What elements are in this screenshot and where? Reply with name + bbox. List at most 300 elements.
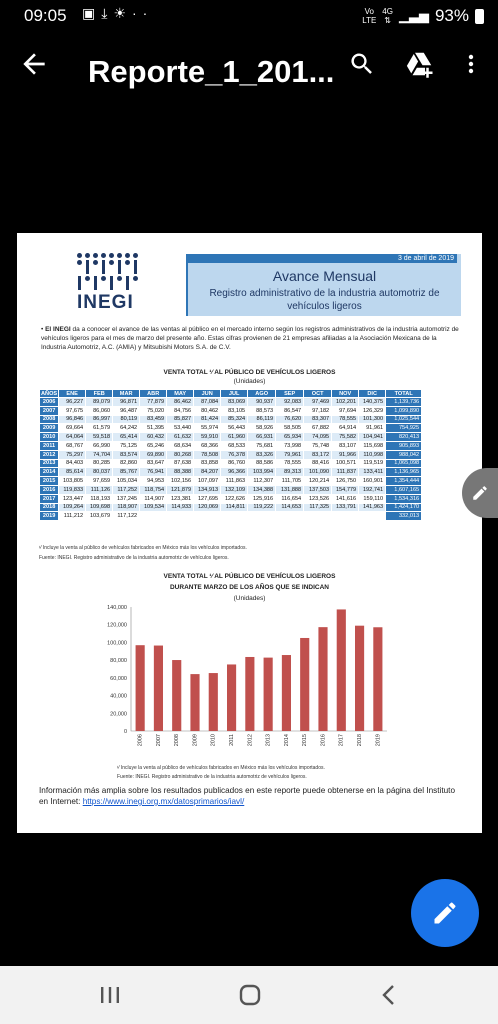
table-cell: 68,533 [221,441,248,450]
table-cell: 97,182 [304,406,332,415]
recent-apps-icon [99,985,121,1005]
table-cell: 87,084 [194,398,221,407]
table-cell: 78,555 [276,459,304,468]
table-cell: 2013 [40,459,59,468]
status-bar [0,0,498,32]
chart-bar [209,673,218,731]
report-date: 3 de abril de 2019 [186,254,457,263]
back-chevron-icon [378,983,400,1007]
table-cell: 77,879 [140,398,167,407]
x-tick-label: 2019 [375,734,382,747]
table-cell: 97,659 [86,477,113,486]
app-toolbar [0,34,498,114]
table-cell: 114,653 [276,503,304,512]
table-header-cell: ABR [140,390,167,398]
table-cell: 1,136,965 [386,468,422,477]
table-cell: 126,329 [359,406,386,415]
drive-add-icon [405,49,435,79]
x-tick-label: 2013 [265,734,272,747]
more-dots-icon: ·· [132,5,154,21]
table-cell: 1,607,165 [386,485,422,494]
table-cell: 74,095 [304,433,332,442]
table-cell: 73,998 [276,441,304,450]
table-cell: 89,079 [86,398,113,407]
table-cell: 66,990 [86,441,113,450]
table-cell: 117,122 [113,512,140,521]
table-cell: 74,704 [86,450,113,459]
edit-fab[interactable] [411,879,479,947]
table-cell: 2009 [40,424,59,433]
table-cell: 104,941 [359,433,386,442]
table-cell: 60,432 [140,433,167,442]
table-cell: 131,888 [276,485,304,494]
chart-bar [318,627,327,731]
table-cell: 84,403 [59,459,86,468]
table-cell: 132,109 [221,485,248,494]
footer-link[interactable]: https://www.inegi.org.mx/datosprimarios/iavl/ [82,797,245,806]
table-cell: 103,805 [59,477,86,486]
table-cell: 85,767 [113,468,140,477]
table-cell: 80,462 [194,406,221,415]
table-cell: 2012 [40,450,59,459]
table-cell: 105,034 [113,477,140,486]
y-tick-label: 20,000 [110,711,127,718]
table-row [40,468,422,477]
table-cell: 134,913 [194,485,221,494]
table-cell: 83,307 [304,415,332,424]
table-row [40,512,422,521]
table-cell: 59,518 [86,433,113,442]
table-cell: 332,013 [386,512,422,521]
table-cell: 1,025,544 [386,415,422,424]
table-cell: 59,910 [194,433,221,442]
logo-mark [77,253,147,290]
table-cell: 122,626 [221,494,248,503]
chart-bar [373,627,382,731]
table-cell: 83,647 [140,459,167,468]
table-cell: 55,974 [194,424,221,433]
network-indicator: 4G ⇅ [382,7,393,25]
table-cell: 117,252 [113,485,140,494]
table-cell: 2017 [40,494,59,503]
table-header-cell: DIC [359,390,386,398]
table-cell: 64,064 [59,433,86,442]
table-header-cell: SEP [276,390,304,398]
table-cell: 154,779 [332,485,359,494]
search-button[interactable] [346,48,378,80]
volte-indicator: Vo LTE [362,7,377,25]
document-title: Reporte_1_201... [88,54,335,89]
x-tick-label: 2006 [137,734,144,747]
table-cell: 140,375 [359,398,386,407]
table-cell: 905,893 [386,441,422,450]
table-cell: 76,941 [140,468,167,477]
table-cell: 1,534,316 [386,494,422,503]
table-header-cell: ENE [59,390,86,398]
table-cell: 90,937 [248,398,276,407]
table-cell: 83,069 [221,398,248,407]
table-cell: 111,212 [59,512,86,521]
y-tick-label: 100,000 [107,640,127,647]
table-cell: 134,388 [248,485,276,494]
table-cell: 65,246 [140,441,167,450]
table-cell: 2015 [40,477,59,486]
table-cell: 109,534 [140,503,167,512]
table-cell [194,512,221,521]
chart-note: ¹⁄ Incluye la venta al público de vehículos fabricados en México más los vehículos importados. [117,765,325,771]
table-row [40,450,422,459]
table-cell: 2008 [40,415,59,424]
table-cell: 1,065,098 [386,459,422,468]
x-tick-label: 2007 [155,734,162,747]
table-cell [276,512,304,521]
table-row [40,424,422,433]
table-cell: 61,632 [167,433,194,442]
table-cell: 85,614 [59,468,86,477]
table-cell: 96,846 [59,415,86,424]
table-cell: 754,925 [386,424,422,433]
table-cell: 160,901 [359,477,386,486]
table-cell: 67,882 [304,424,332,433]
table-cell: 85,827 [167,415,194,424]
table-header-cell: JUN [194,390,221,398]
table-cell: 119,519 [359,459,386,468]
table-cell: 159,110 [359,494,386,503]
table-cell: 61,960 [221,433,248,442]
table-header-cell: MAY [167,390,194,398]
table-cell: 51,395 [140,424,167,433]
table-cell: 109,698 [86,503,113,512]
download-icon: ⤓ [101,5,114,21]
table-cell: 2014 [40,468,59,477]
table-cell: 69,890 [140,450,167,459]
table-cell: 118,907 [113,503,140,512]
back-nav-button[interactable] [376,982,402,1008]
table-cell: 85,324 [221,415,248,424]
weather-icon: ☀ [113,5,132,21]
table-units: (Unidades) [233,378,266,385]
x-tick-label: 2010 [210,734,217,747]
x-tick-label: 2018 [357,734,364,747]
table-cell: 141,963 [359,503,386,512]
table-title: VENTA TOTAL ¹⁄ AL PÚBLICO DE VEHÍCULOS LIGEROS [163,369,336,376]
table-header-cell: JUL [221,390,248,398]
facebook-icon: ▣ [82,5,102,21]
table-cell: 68,634 [167,441,194,450]
table-cell: 133,791 [332,503,359,512]
footer-text: Información más amplia sobre los resultados publicados en este reporte puede obtenerse en la página del Instituto en Internet: [39,786,455,806]
table-cell: 123,381 [167,494,194,503]
table-cell: 64,914 [332,424,359,433]
table-cell [248,512,276,521]
report-header [186,254,461,316]
report-subheading: Registro administrativo de la industria automotriz de vehículos ligeros [209,288,440,312]
table-cell: 86,462 [167,398,194,407]
table-cell: 103,994 [248,468,276,477]
table-header-row [40,390,422,398]
table-cell: 114,933 [167,503,194,512]
table-cell: 121,879 [167,485,194,494]
table-cell: 111,126 [86,485,113,494]
table-cell: 100,571 [332,459,359,468]
table-cell [304,512,332,521]
add-to-drive-button[interactable] [404,48,436,80]
table-cell: 141,616 [332,494,359,503]
chart-bar [227,664,236,731]
table-cell: 110,998 [359,450,386,459]
y-tick-label: 0 [123,729,127,735]
table-cell: 87,638 [167,459,194,468]
table-cell: 120,214 [304,477,332,486]
table-cell: 101,300 [359,415,386,424]
table-cell: 137,503 [304,485,332,494]
recent-apps-button[interactable] [97,982,123,1008]
table-cell: 65,934 [276,433,304,442]
table-cell: 94,953 [140,477,167,486]
table-cell: 75,020 [140,406,167,415]
chart-title-line2: DURANTE MARZO DE LOS AÑOS QUE SE INDICAN [169,584,329,591]
table-cell: 88,388 [167,468,194,477]
home-button[interactable] [237,982,263,1008]
y-tick-label: 60,000 [110,675,127,682]
table-cell [140,512,167,521]
table-cell: 118,754 [140,485,167,494]
table-cell: 83,172 [304,450,332,459]
logo-wordmark: INEGI [77,292,134,313]
chart-axis [131,607,387,731]
table-cell: 123,447 [59,494,86,503]
battery-percent: 93% [434,6,469,25]
table-cell: 988,042 [386,450,422,459]
y-tick-label: 140,000 [107,605,127,611]
table-cell: 80,268 [167,450,194,459]
table-cell: 1,354,444 [386,477,422,486]
table-cell: 111,837 [332,468,359,477]
table-cell: 115,698 [359,441,386,450]
table-cell: 66,931 [248,433,276,442]
table-cell: 116,654 [276,494,304,503]
table-cell: 114,811 [221,503,248,512]
table-cell: 76,378 [221,450,248,459]
battery-icon [475,9,484,24]
table-cell: 117,325 [304,503,332,512]
table-cell: 80,285 [86,459,113,468]
table-cell: 78,555 [332,415,359,424]
table-row [40,459,422,468]
table-cell: 80,037 [86,468,113,477]
status-time: 09:05 [24,6,67,25]
table-cell: 2016 [40,485,59,494]
table-cell: 126,750 [332,477,359,486]
table-cell: 68,767 [59,441,86,450]
table-cell: 192,741 [359,485,386,494]
table-cell: 91,961 [359,424,386,433]
table-cell: 64,242 [113,424,140,433]
y-tick-label: 40,000 [110,693,127,700]
table-cell: 83,858 [194,459,221,468]
table-cell: 78,508 [194,450,221,459]
chart-title-line1: VENTA TOTAL ¹⁄ AL PÚBLICO DE VEHÍCULOS LIGEROS [163,573,336,580]
table-cell: 69,664 [59,424,86,433]
table-header-cell: AÑOS [41,390,58,397]
y-tick-label: 120,000 [107,622,127,629]
table-cell: 53,440 [167,424,194,433]
chart-bar [264,658,273,731]
edit-icon [431,899,459,927]
table-cell: 83,574 [113,450,140,459]
table-cell [332,512,359,521]
table-cell: 75,582 [332,433,359,442]
table-cell [359,512,386,521]
intro-prefix: El INEGI [45,326,71,333]
table-cell: 68,366 [194,441,221,450]
x-tick-label: 2012 [247,734,254,747]
table-cell: 2010 [40,433,59,442]
table-cell: 86,760 [221,459,248,468]
document-page[interactable] [17,233,482,833]
chart-bar [245,657,254,731]
table-cell: 56,443 [221,424,248,433]
table-cell: 92,083 [276,398,304,407]
table-row [40,441,422,450]
table-cell [221,512,248,521]
table-cell: 97,469 [304,398,332,407]
table-row [40,406,422,415]
table-note: ¹⁄ Incluye la venta al público de vehículos fabricados en México más los vehículos importados. [39,545,247,551]
table-cell: 89,313 [276,468,304,477]
table-cell: 107,097 [194,477,221,486]
table-header-cell: TOTAL [386,390,422,398]
table-cell: 86,997 [86,415,113,424]
x-tick-label: 2015 [302,734,309,747]
table-cell: 79,961 [276,450,304,459]
table-cell: 114,907 [140,494,167,503]
table-cell: 123,526 [304,494,332,503]
table-cell: 81,424 [194,415,221,424]
pencil-icon [471,484,489,502]
table-cell: 96,487 [113,406,140,415]
table-cell: 83,326 [248,450,276,459]
table-cell: 120,069 [194,503,221,512]
table-cell: 83,105 [221,406,248,415]
table-row [40,415,422,424]
table-cell: 83,459 [140,415,167,424]
y-tick-label: 80,000 [110,658,127,665]
more-options-button[interactable] [455,48,487,80]
notification-icons [82,5,153,22]
footer-paragraph [39,785,464,807]
table-row [40,477,422,486]
table-cell [167,512,194,521]
table-header-cell: NOV [332,390,359,398]
table-cell: 80,119 [113,415,140,424]
table-cell: 137,245 [113,494,140,503]
home-icon [238,983,262,1007]
chart-bar [190,674,199,731]
table-header-cell: FEB [86,390,113,398]
table-cell: 61,579 [86,424,113,433]
table-cell: 2011 [40,441,59,450]
system-nav-bar [0,966,498,1024]
chart-units: (Unidades) [233,595,266,602]
table-cell: 88,573 [248,406,276,415]
table-cell: 58,926 [248,424,276,433]
table-cell: 75,681 [248,441,276,450]
table-cell: 118,193 [86,494,113,503]
table-cell: 820,413 [386,433,422,442]
intro-body: da a conocer el avance de las ventas al público en el mercado interno según los registros administrativos de la industria automotriz de vehículos ligeros para el mes de marzo del presente año. Estas cifras provienen de 21 empresas afiliadas a la Asociación Mexicana de la Industria Automotriz, A.C. (AMIA) y Mitsubishi Motors S.A. de C.V. [41,326,459,351]
table-body [40,398,422,521]
chart-bar [154,646,163,731]
arrow-back-icon [18,48,50,80]
table-header-cell: AGO [248,390,276,398]
table-cell: 75,748 [304,441,332,450]
x-tick-label: 2008 [174,734,181,747]
table-cell: 76,620 [276,415,304,424]
x-tick-label: 2009 [192,734,199,747]
chart-bar [172,660,181,731]
table-row [40,485,422,494]
chart-source: Fuente: INEGI. Registro administrativo de la industria automotriz de vehículos ligeros. [117,774,307,780]
table-source: Fuente: INEGI. Registro administrativo de la industria automotriz de vehículos ligeros. [39,555,229,561]
table-cell: 103,679 [86,512,113,521]
table-cell: 112,307 [248,477,276,486]
table-cell: 125,916 [248,494,276,503]
x-tick-label: 2016 [320,734,327,747]
table-cell: 2007 [40,406,59,415]
table-cell: 91,966 [332,450,359,459]
table-cell: 96,871 [113,398,140,407]
table-cell: 84,756 [167,406,194,415]
table-cell: 96,366 [221,468,248,477]
table-cell: 88,416 [304,459,332,468]
table-cell: 86,060 [86,406,113,415]
table-cell: 84,207 [194,468,221,477]
back-button[interactable] [18,48,50,80]
table-cell: 86,119 [248,415,276,424]
table-cell: 111,705 [276,477,304,486]
table-cell: 127,695 [194,494,221,503]
table-row [40,398,422,407]
table-cell: 101,090 [304,468,332,477]
table-cell: 109,264 [59,503,86,512]
x-tick-label: 2011 [229,734,236,746]
chart-bar [136,645,145,731]
report-heading: Avance Mensual [272,268,377,284]
x-tick-label: 2014 [283,734,290,747]
signal-icon: ▁▃▅ [398,8,429,23]
table-cell: 133,411 [359,468,386,477]
table-row [40,433,422,442]
chart-bar [300,638,309,731]
more-vert-icon [459,50,483,78]
intro-paragraph: • El INEGI da a conocer el avance de las ventas al público en el mercado interno según los registros administrativos de la industria automotriz de vehículos ligeros para el mes de marzo del presente año. Estas cifras provienen de 21 empresas afiliadas a la Asociación Mexicana de la Industria Automotriz, A.C. (AMIA) y Mitsubishi Motors S.A. de C.V. [41,326,459,351]
table-cell: 86,547 [276,406,304,415]
table-header-cell: MAR [113,390,140,398]
table-cell: 96,227 [59,398,86,407]
table-cell: 2019 [40,512,59,521]
table-cell: 83,107 [332,441,359,450]
table-row [40,503,422,512]
table-row [40,494,422,503]
table-cell: 97,675 [59,406,86,415]
table-cell: 102,156 [167,477,194,486]
table-cell: 111,863 [221,477,248,486]
bar-chart [87,603,397,763]
table-cell: 2018 [40,503,59,512]
table-cell: 1,139,736 [386,398,422,407]
table-cell: 119,222 [248,503,276,512]
